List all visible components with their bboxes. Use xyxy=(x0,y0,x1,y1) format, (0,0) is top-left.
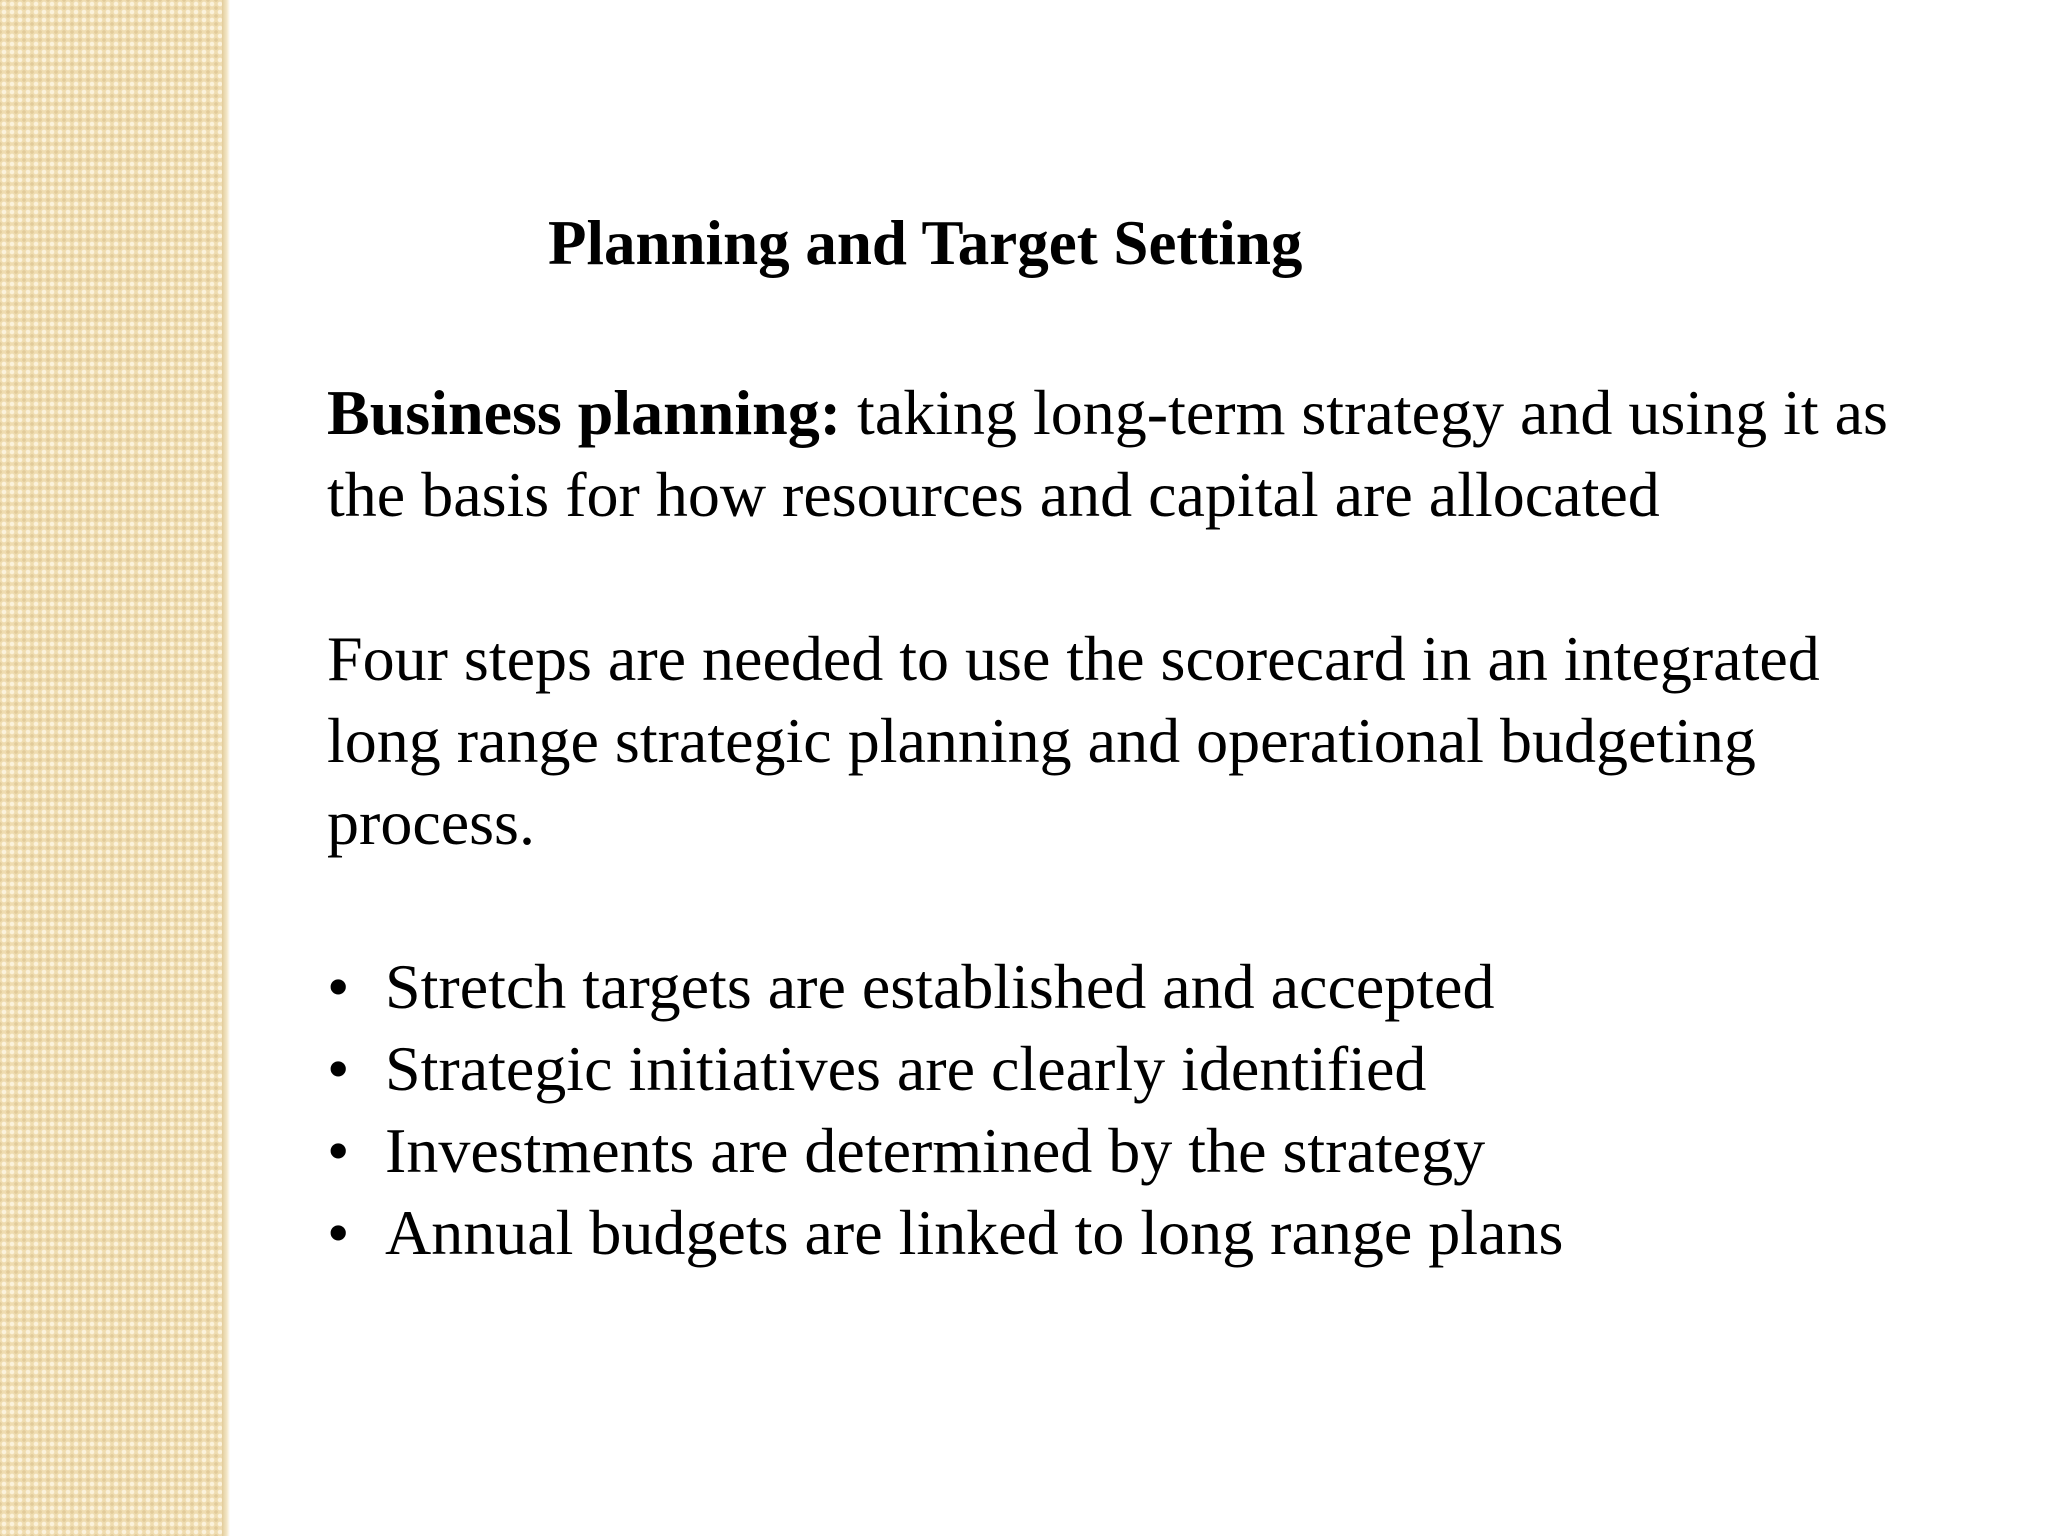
definition-text: taking long-term strategy and using it as the basis for how resources and capital are allocated xyxy=(327,377,1888,530)
definition-paragraph xyxy=(327,372,1927,536)
step-item xyxy=(327,1110,1927,1192)
slide-body xyxy=(327,372,1927,1274)
intro-paragraph: Four steps are needed to use the scorecard in an integrated long range strategic planning and operational budgeting process. xyxy=(327,623,1820,858)
bullet-icon: • xyxy=(327,1197,350,1268)
definition-term: Business planning: xyxy=(327,377,842,448)
decorative-sidebar-band xyxy=(0,0,222,1536)
step-text: Stretch targets are established and accepted xyxy=(385,951,1495,1022)
step-item xyxy=(327,946,1927,1028)
slide-title: Planning and Target Setting xyxy=(548,208,1303,278)
bullet-icon: • xyxy=(327,951,350,1022)
step-text: Annual budgets are linked to long range plans xyxy=(385,1197,1564,1268)
bullet-icon: • xyxy=(327,1115,350,1186)
bullet-icon: • xyxy=(327,1033,350,1104)
step-text: Investments are determined by the strategy xyxy=(385,1115,1486,1186)
step-item xyxy=(327,1028,1927,1110)
steps-list xyxy=(327,946,1927,1274)
sidebar-edge-shadow xyxy=(222,0,230,1536)
step-item xyxy=(327,1192,1927,1274)
step-text: Strategic initiatives are clearly identified xyxy=(385,1033,1427,1104)
